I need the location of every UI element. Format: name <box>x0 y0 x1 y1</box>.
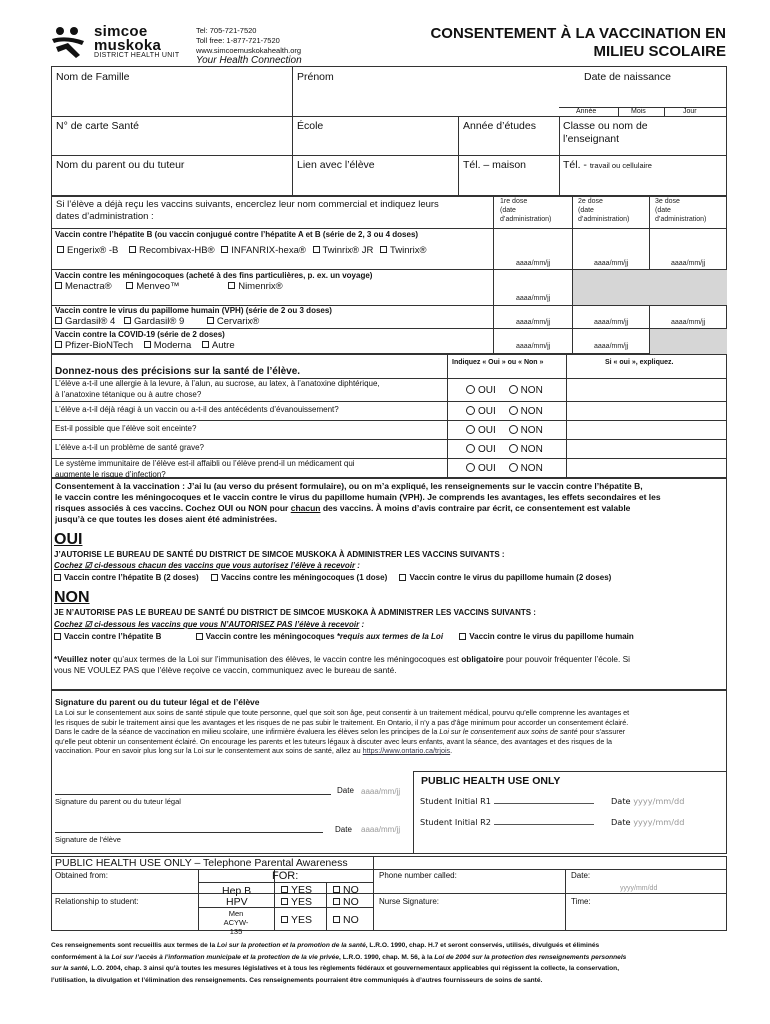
covid-dose1-date[interactable]: aaaa/mm/jj <box>516 343 551 350</box>
hepb-option-3-label: INFANRIX-hexa® <box>231 245 306 256</box>
health-q2-no-label: NON <box>520 406 543 417</box>
radio-icon <box>466 406 475 415</box>
hepb-option-2[interactable] <box>129 245 215 256</box>
oui-instruction <box>54 561 360 570</box>
class-field[interactable] <box>563 120 648 146</box>
hpv-option-3-label: Cervarix® <box>216 316 260 327</box>
phone-men-1: Men <box>228 909 244 918</box>
mening-dose1-date[interactable]: aaaa/mm/jj <box>516 295 551 302</box>
parent-name-field[interactable]: Nom du parent ou du tuteur <box>56 159 185 171</box>
meningococcal-dose2-disabled <box>573 270 727 305</box>
first-name-field[interactable]: Prénom <box>297 71 334 83</box>
nurse-signature-field[interactable]: Nurse Signature: <box>379 897 440 906</box>
phone-men-label <box>218 909 254 936</box>
parent-sig-date-label: Date <box>337 786 354 795</box>
mening-title: Vaccin contre les méningocoques (acheté à des fins particulières, p. ex. un voyage) <box>55 271 373 280</box>
health-q5-answers <box>466 463 543 475</box>
health-q2: L’élève a-t-il déjà réagi à un vaccin ou a-t-il des antécédents d’évanouissement? <box>55 405 339 414</box>
health-q1-yes-label: OUI <box>478 385 496 396</box>
checkbox-icon <box>207 317 214 324</box>
class-label-2: l’enseignant <box>563 133 620 145</box>
phu-date-r1-label: Date <box>611 796 631 806</box>
phone-hepb-no-label: NO <box>343 884 359 896</box>
checkbox-icon <box>399 574 406 581</box>
oui-option-mening[interactable] <box>211 573 387 582</box>
note-1: qu’aux termes de la Loi sur l’immunisation des élèves, le vaccin contre les méningocoques est <box>110 654 462 664</box>
home-phone-field[interactable]: Tél. – maison <box>463 159 527 171</box>
hepb-option-5-label: Twinrix® <box>389 245 427 256</box>
phone-men-yes-label: YES <box>291 914 313 926</box>
health-q5-line2: augmente le risque d’infection? <box>55 469 166 479</box>
covid-options <box>55 341 235 352</box>
phu-date-r1[interactable] <box>611 797 684 806</box>
checkbox-icon <box>211 574 218 581</box>
phone-men-no[interactable] <box>333 914 359 926</box>
hepb-dose2-date[interactable]: aaaa/mm/jj <box>594 260 629 267</box>
covid-option-1-label: Pfizer-BioNTech <box>65 340 134 351</box>
sig-line-1: La Loi sur le consentement aux soins de santé stipule que toute personne, quel que soit son âge, peut consentir à un traitement médical, pourvu qu’elle comprenne les avantages et <box>55 708 630 717</box>
checkbox-icon <box>221 246 228 253</box>
logo-figure-icon <box>50 25 90 61</box>
checkbox-icon <box>281 886 288 893</box>
covid-title: Vaccin contre la COVID-19 (série de 2 doses) <box>55 330 225 339</box>
phone-date-field[interactable]: Date: <box>571 871 591 880</box>
sig-line-3a: Dans le cadre de la séance de vaccination en milieu scolaire, une infirmière évaluera les élèves selon les principes de la <box>55 727 440 737</box>
oui-inst-c: : <box>355 561 360 570</box>
health-card-field[interactable]: N° de carte Santé <box>56 120 139 132</box>
phu-date-r2[interactable] <box>611 818 684 827</box>
health-q3-yes-label: OUI <box>478 425 496 436</box>
footer-2i2: Loi de 2004 sur la protection des renseignements personnels <box>434 953 627 961</box>
radio-icon <box>466 385 475 394</box>
grade-field[interactable]: Année d’études <box>463 120 536 132</box>
phone-hpv-yes-label: YES <box>291 896 313 908</box>
dose2-label: 2e dose <box>578 198 603 205</box>
relationship-field[interactable]: Lien avec l’élève <box>297 159 375 171</box>
checkbox-icon <box>281 898 288 905</box>
checkbox-icon <box>124 317 131 324</box>
checkbox-icon <box>57 246 64 253</box>
dose1-date-b: d’administration) <box>500 216 552 223</box>
checkbox-icon <box>55 282 62 289</box>
phone-hepb-yes-label: YES <box>291 884 313 896</box>
health-q1-no[interactable] <box>509 385 543 396</box>
checkbox-icon <box>55 317 62 324</box>
non-option-hpv-label: Vaccin contre le virus du papillome humain <box>469 632 634 641</box>
phone-title: PUBLIC HEALTH USE ONLY – Telephone Parental Awareness <box>55 857 348 869</box>
health-q2-answers <box>466 406 543 418</box>
health-q3-no-label: NON <box>520 425 543 436</box>
health-q1-no-label: NON <box>520 385 543 396</box>
oui-option-hepb[interactable] <box>54 573 199 582</box>
checkbox-icon <box>333 898 340 905</box>
covid-option-2-label: Moderna <box>153 340 192 351</box>
phu-initial-r2[interactable] <box>420 818 594 827</box>
health-q3-no[interactable] <box>509 425 543 436</box>
hpv-dose2-date[interactable]: aaaa/mm/jj <box>594 319 629 326</box>
checkbox-icon <box>281 916 288 923</box>
non-inst-a: Cochez <box>54 620 85 629</box>
radio-icon <box>509 406 518 415</box>
student-signature-line[interactable] <box>55 832 323 833</box>
sig-line-5b: . <box>450 746 453 756</box>
dose2-date-b: d’administration) <box>578 216 630 223</box>
phone-hpv-no[interactable] <box>333 896 359 908</box>
sig-line-5a: vaccination. Pour en savoir plus long sur la Loi sur le consentement aux soins de santé, allez au <box>55 746 363 756</box>
health-title: Donnez-nous des précisions sur la santé de l’élève. <box>55 366 301 377</box>
phone-date-hint: yyyy/mm/dd <box>620 885 658 892</box>
hepb-option-2-label: Recombivax-HB® <box>139 245 215 256</box>
phu-initial-r1-label: Student Initial R1 <box>420 796 491 806</box>
class-label-1: Classe ou nom de <box>563 120 648 132</box>
mening-option-2[interactable] <box>126 281 179 292</box>
dose2-header <box>578 197 629 224</box>
oui-heading: OUI <box>54 531 83 548</box>
work-phone-field[interactable] <box>563 159 652 171</box>
note-bold: *Veuillez noter <box>54 654 111 664</box>
checkbox-icon <box>380 246 387 253</box>
consent-para-4: jusqu’à ce que toutes les doses aient été administrées. <box>55 514 278 524</box>
phone-hpv-yes[interactable] <box>281 896 312 908</box>
health-q4-no[interactable] <box>509 444 543 455</box>
phone-hepb-yes[interactable] <box>281 884 312 896</box>
hepb-option-1[interactable] <box>57 245 118 256</box>
checkbox-icon <box>459 633 466 640</box>
non-inst-b: ci-dessous les vaccins que vous N’AUTORISEZ PAS l’élève à recevoir <box>91 620 360 629</box>
phu-date-r1-hint: yyyy/mm/dd <box>633 796 685 806</box>
health-q4-yes[interactable] <box>466 444 496 455</box>
header-tollfree: Toll free: 1-877-721-7520 <box>196 36 280 45</box>
radio-icon <box>466 444 475 453</box>
hepb-options <box>57 246 427 257</box>
logo-simcoe: simcoe <box>94 23 148 40</box>
phone-hepb-no[interactable] <box>333 884 359 896</box>
health-q4-no-label: NON <box>520 444 543 455</box>
consent-para-3u: chacun <box>290 503 321 513</box>
parent-sig-date[interactable]: aaaa/mm/jj <box>361 787 401 796</box>
non-heading: NON <box>54 589 90 606</box>
oui-options <box>54 573 611 582</box>
checkbox-icon <box>54 633 61 640</box>
mandatory-note <box>54 654 630 676</box>
dose3-date-b: d’administration) <box>655 216 707 223</box>
parent-signature-line[interactable] <box>55 794 331 795</box>
mening-option-1[interactable] <box>55 281 112 292</box>
vaccine-intro <box>56 199 439 223</box>
checkbox-icon <box>333 886 340 893</box>
work-phone-label: Tél. - <box>563 159 587 171</box>
oui-option-hepb-label: Vaccin contre l’hépatite B (2 doses) <box>64 573 199 582</box>
mening-option-3[interactable] <box>228 281 282 292</box>
non-option-hpv[interactable] <box>459 632 634 641</box>
health-q4-yes-label: OUI <box>478 444 496 455</box>
note-2: pour pouvoir fréquenter l’école. Si <box>503 654 631 664</box>
hpv-options <box>55 317 259 328</box>
footer-1a: Ces renseignements sont recueillis aux termes de la <box>51 942 218 949</box>
phone-time-field[interactable]: Time: <box>571 897 591 906</box>
health-q2-yes-label: OUI <box>478 406 496 417</box>
health-q1-line1: L’élève a-t-il une allergie à la levure, à l’alun, au sucrose, au latex, à l’anatoxine diphtérique, <box>55 379 380 388</box>
mening-option-1-label: Menactra® <box>65 281 112 292</box>
sig-line-3i: Loi sur le consentement aux soins de santé <box>439 727 578 737</box>
hepb-dose3-date[interactable]: aaaa/mm/jj <box>671 260 706 267</box>
checkbox-icon <box>228 282 235 289</box>
radio-icon <box>509 425 518 434</box>
note-obligatoire: obligatoire <box>461 654 504 664</box>
mening-option-3-label: Nimenrix® <box>238 281 283 292</box>
signature-title: Signature du parent ou du tuteur légal et de l’élève <box>55 697 260 707</box>
health-q5-no[interactable] <box>509 463 543 474</box>
non-option-mening-label: Vaccin contre les méningocoques <box>205 632 335 641</box>
health-q4-answers <box>466 444 543 456</box>
form-title-line2: MILIEU SCOLAIRE <box>593 43 726 60</box>
footer-2a: conformément à la <box>51 953 112 961</box>
health-q2-no[interactable] <box>509 406 543 417</box>
consent-paragraph <box>55 481 723 525</box>
hpv-dose1-date[interactable]: aaaa/mm/jj <box>516 319 551 326</box>
mening-option-2-label: Menveo™ <box>136 281 180 292</box>
non-option-hepb-label: Vaccin contre l’hépatite B <box>64 632 162 641</box>
dose1-date-a: (date <box>500 207 516 214</box>
vaccine-intro-2: dates d’administration : <box>56 211 154 222</box>
hpv-option-3[interactable] <box>207 316 259 327</box>
dose1-label: 1re dose <box>500 198 528 205</box>
health-q1-yes[interactable] <box>466 385 496 396</box>
signature-paragraph <box>55 708 723 756</box>
birth-day-label: Jour <box>683 108 697 115</box>
form-title-line1: CONSENTEMENT À LA VACCINATION EN <box>430 25 726 42</box>
header-tel: Tel: 705-721-7520 <box>196 26 257 35</box>
oui-option-hpv-label: Vaccin contre le virus du papillome humain (2 doses) <box>409 573 612 582</box>
radio-icon <box>509 463 518 472</box>
checkbox-icon <box>144 341 151 348</box>
phu-title: PUBLIC HEALTH USE ONLY <box>421 775 561 787</box>
hpv-option-1[interactable] <box>55 316 115 327</box>
consent-para-3a: risques associés à ces vaccins. Cochez OUI ou NON pour <box>55 503 291 513</box>
health-q3-yes[interactable] <box>466 425 496 436</box>
student-sig-date[interactable]: aaaa/mm/jj <box>361 825 401 834</box>
checkbox-icon <box>54 574 61 581</box>
mening-options <box>55 282 283 293</box>
non-instruction <box>54 620 364 629</box>
phu-initial-r2-label: Student Initial R2 <box>420 817 491 827</box>
radio-icon <box>466 463 475 472</box>
logo-dhu: DISTRICT HEALTH UNIT <box>94 52 180 59</box>
hpv-title: Vaccin contre le virus du papillome humain (VPH) (série de 2 ou 3 doses) <box>55 306 332 315</box>
footer-2i: Loi sur l’accès à l’information municipale et la protection de la vie privée <box>111 953 340 961</box>
health-q5-no-label: NON <box>520 463 543 474</box>
note-3: vous NE VOULEZ PAS que l’élève reçoive ce vaccin, communiquez avec le bureau de santé. <box>54 665 397 675</box>
radio-icon <box>509 385 518 394</box>
hepb-title: Vaccin contre l’hépatite B (ou vaccin conjugué contre l’hépatite A et B (série de 2, 3 ou 4 doses) <box>55 230 419 239</box>
checkbox-icon <box>55 341 62 348</box>
health-q5-yes[interactable] <box>466 463 496 474</box>
relationship-student-field[interactable]: Relationship to student: <box>55 897 139 906</box>
header-contact <box>196 26 302 66</box>
header-web: www.simcoemuskokahealth.org <box>196 46 302 55</box>
student-sig-date-label: Date <box>335 825 352 834</box>
non-inst-c: : <box>359 620 365 629</box>
covid-option-3-label: Autre <box>211 340 235 351</box>
radio-icon <box>509 444 518 453</box>
health-col-yesno: Indiquez « Oui » ou « Non » <box>452 359 544 366</box>
dose1-header <box>500 197 551 224</box>
consent-para-bold: Consentement à la vaccination <box>55 481 180 491</box>
vaccine-intro-1: Si l’élève a déjà reçu les vaccins suivants, encerclez leur nom commercial et indiquez leurs <box>56 199 439 210</box>
phone-called-field[interactable]: Phone number called: <box>379 871 457 880</box>
footer-1i: Loi sur la protection et la promotion de la santé <box>217 942 366 949</box>
hpv-option-2[interactable] <box>124 316 184 327</box>
phone-men-2: ACYW-135 <box>223 918 249 936</box>
checkbox-icon <box>196 633 203 640</box>
covid-dose3-disabled <box>650 329 727 354</box>
non-options <box>54 632 634 641</box>
hepb-option-4-label: Twinrix® JR <box>322 245 374 256</box>
logo-muskoka: muskoka <box>94 37 162 54</box>
phone-for-label: FOR: <box>272 870 299 882</box>
phone-hepb-label: Hep B <box>222 885 252 897</box>
phu-initial-r1[interactable] <box>420 797 594 806</box>
health-q4: L’élève a-t-il un problème de santé grave? <box>55 443 204 452</box>
phu-date-r2-hint: yyyy/mm/dd <box>633 817 685 827</box>
covid-option-2[interactable] <box>144 340 192 351</box>
footer-1b: , L.R.O. 1990, chap. H.7 et seront conservés, utilisés, divulgués et éliminés <box>365 942 600 949</box>
footer-3i: sur la santé <box>51 965 88 972</box>
health-q3-answers <box>466 425 543 437</box>
header-tagline: Your Health Connection <box>196 55 302 66</box>
hepb-option-3[interactable] <box>221 245 306 256</box>
ontario-link[interactable]: https://www.ontario.ca/trjois <box>362 746 451 756</box>
oui-option-mening-label: Vaccins contre les méningocoques (1 dose) <box>220 573 388 582</box>
dose3-date-a: (date <box>655 207 671 214</box>
checked-box-icon: ☑ <box>84 620 92 629</box>
phone-men-no-label: NO <box>343 914 359 926</box>
birth-date-field[interactable]: Date de naissance <box>584 71 671 83</box>
obtained-from-field[interactable]: Obtained from: <box>55 871 108 880</box>
health-q1-answers <box>466 385 543 397</box>
oui-inst-b: ci-dessous chacun des vaccins que vous autorisez l’élève à recevoir <box>91 561 356 570</box>
sig-line-3b: pour s’assurer <box>577 727 626 737</box>
checked-box-icon: ☑ <box>84 561 92 570</box>
non-option-mening-suffix: *requis aux termes de la Loi <box>336 632 444 641</box>
consent-para-1: : J’ai lu (au verso du présent formulaire), ou on m’a expliqué, les renseignements sur le vaccin contre l’hépatite B, <box>179 481 643 491</box>
consent-para-3b: des vaccins. À moins d’avis contraire par écrit, ce consentement est valable <box>320 503 631 513</box>
consent-para-2: le vaccin contre les méningocoques et le vaccin contre le virus du papillome humain (VPH). Je comprends les avantages, les effets secondaires et les <box>55 492 661 502</box>
non-text: JE N’AUTORISE PAS LE BUREAU DE SANTÉ DU DISTRICT DE SIMCOE MUSKOKA À ADMINISTRER LES VACCINS SUIVANTS : <box>54 608 536 617</box>
phone-men-yes[interactable] <box>281 914 312 926</box>
health-q5 <box>55 459 355 480</box>
hepb-dose1-date[interactable]: aaaa/mm/jj <box>516 260 551 267</box>
privacy-footer <box>51 940 727 986</box>
checkbox-icon <box>126 282 133 289</box>
hpv-option-1-label: Gardasil® 4 <box>65 316 116 327</box>
oui-inst-a: Cochez <box>54 561 85 570</box>
hepb-option-4[interactable] <box>313 245 374 256</box>
work-phone-hint: travail ou cellulaire <box>589 161 652 170</box>
health-q3: Est-il possible que l’élève soit enceinte? <box>55 424 197 433</box>
hepb-option-1-label: Engerix® -B <box>67 245 119 256</box>
non-option-mening[interactable] <box>196 632 443 641</box>
dose2-date-a: (date <box>578 207 594 214</box>
health-q2-yes[interactable] <box>466 406 496 417</box>
oui-option-hpv[interactable] <box>399 573 611 582</box>
footer-2b: , L.R.O. 1990, chap. M. 56, à la <box>339 953 435 961</box>
last-name-field[interactable]: Nom de Famille <box>56 71 130 83</box>
dose3-header <box>655 197 706 224</box>
covid-option-3[interactable] <box>202 340 235 351</box>
health-q5-yes-label: OUI <box>478 463 496 474</box>
phone-hpv-label: HPV <box>226 896 248 908</box>
checkbox-icon <box>313 246 320 253</box>
non-option-hepb[interactable] <box>54 632 161 641</box>
phu-date-r2-label: Date <box>611 817 631 827</box>
footer-4: l’utilisation, la divulgation et l’élimination des renseignements. Ces renseignements pourraient être communiqués à d’autres fournisseurs de soins de santé. <box>51 976 543 984</box>
school-field[interactable]: École <box>297 120 324 132</box>
hpv-dose3-date[interactable]: aaaa/mm/jj <box>671 319 706 326</box>
covid-option-1[interactable] <box>55 340 133 351</box>
sig-line-2: les risques de subir le traitement ainsi que les avantages et les risques de ne pas subir le traitement. En Ontario, il n’y a pas d’âge minimum pour accorder un consentement éclairé. <box>55 717 629 727</box>
hepb-option-5[interactable] <box>380 245 427 256</box>
phone-hpv-no-label: NO <box>343 896 359 908</box>
footer-3b: , L.O. 2004, chap. 3 ainsi qu’à toutes les mesures législatives et à tous les règlements fédéraux et gouvernementaux applicables qui régissent la collecte, la conservation, <box>87 965 620 972</box>
logo <box>50 25 190 61</box>
parent-sig-label: Signature du parent ou du tuteur légal <box>55 797 181 806</box>
health-col-explain: Si « oui », expliquez. <box>605 359 674 366</box>
health-q1-line2: à l’anatoxine tétanique ou à autre chose? <box>55 389 202 399</box>
oui-text: J’AUTORISE LE BUREAU DE SANTÉ DU DISTRICT DE SIMCOE MUSKOKA À ADMINISTRER LES VACCINS SUIVANTS : <box>54 550 505 559</box>
sig-line-4: qu’elle peut obtenir un consentement éclairé. On encourage les parents et les tuteurs légaux à discuter avec leurs enfants, avant la séance, des avantages et des risques de la <box>55 736 612 746</box>
health-q5-line1: Le système immunitaire de l’élève est-il affaibli ou l’élève prend-il un médicament qui <box>55 459 355 468</box>
student-sig-label: Signature de l’élève <box>55 835 121 844</box>
radio-icon <box>466 425 475 434</box>
birth-year-label: Année <box>576 108 597 115</box>
birth-month-label: Mois <box>631 108 646 115</box>
dose3-label: 3e dose <box>655 198 680 205</box>
checkbox-icon <box>129 246 136 253</box>
covid-dose2-date[interactable]: aaaa/mm/jj <box>594 343 629 350</box>
form-title <box>360 25 726 61</box>
health-q1 <box>55 379 380 400</box>
checkbox-icon <box>202 341 209 348</box>
hpv-option-2-label: Gardasil® 9 <box>133 316 185 327</box>
checkbox-icon <box>333 916 340 923</box>
